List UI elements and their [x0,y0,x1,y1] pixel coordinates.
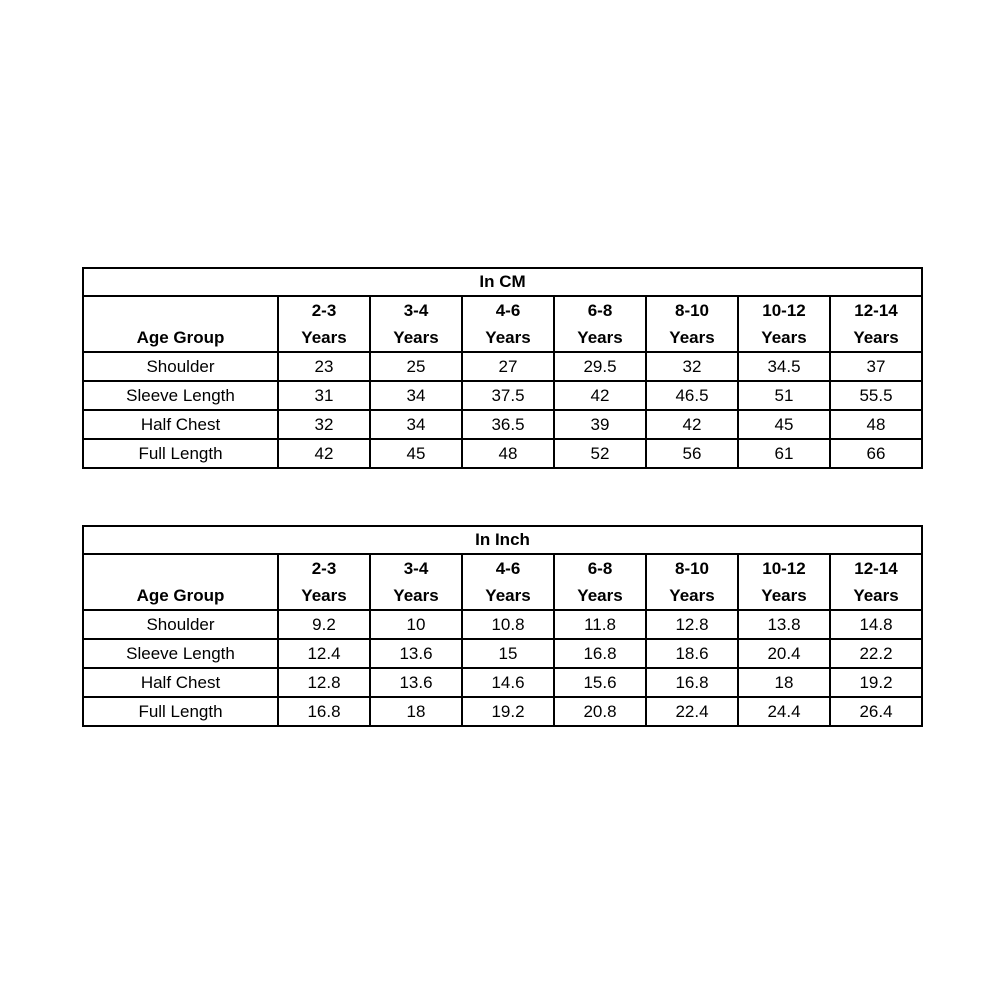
table-cell: 9.2 [278,610,370,639]
header-row [83,296,922,352]
table-cell: 15.6 [554,668,646,697]
column-unit: Years [761,586,807,605]
column-range: 12-14 [854,559,898,578]
table-cell: 22.4 [646,697,738,726]
column-header-6-8 [554,554,646,610]
table-cell: 19.2 [830,668,922,697]
table-row-full-length [83,697,922,726]
table-cell: 10 [370,610,462,639]
column-unit: Years [485,328,531,347]
column-unit: Years [577,328,623,347]
column-range: 2-3 [311,559,337,578]
column-header-12-14 [830,554,922,610]
table-cell: 48 [830,410,922,439]
row-label: Sleeve Length [83,381,278,410]
row-label: Full Length [83,697,278,726]
column-range: 10-12 [762,559,806,578]
table-cell: 34 [370,410,462,439]
table-cell: 31 [278,381,370,410]
table-cell: 12.8 [646,610,738,639]
table-cell: 26.4 [830,697,922,726]
column-header-6-8 [554,296,646,352]
table-cell: 32 [278,410,370,439]
column-range: 12-14 [854,301,898,320]
table-row-shoulder [83,610,922,639]
table-cell: 20.8 [554,697,646,726]
table-cell: 34.5 [738,352,830,381]
table-row-full-length [83,439,922,468]
column-header-12-14 [830,296,922,352]
table-cell: 24.4 [738,697,830,726]
table-row-shoulder [83,352,922,381]
table-cell: 16.8 [278,697,370,726]
table-title: In CM [83,268,922,296]
table-cell: 10.8 [462,610,554,639]
column-header-4-6 [462,296,554,352]
table-cell: 13.8 [738,610,830,639]
table-cell: 12.4 [278,639,370,668]
row-label: Half Chest [83,668,278,697]
table-row-half-chest [83,668,922,697]
table-cell: 55.5 [830,381,922,410]
column-header-3-4 [370,554,462,610]
table-cell: 39 [554,410,646,439]
table-cell: 52 [554,439,646,468]
table-cell: 51 [738,381,830,410]
column-range: 3-4 [403,301,429,320]
header-row [83,554,922,610]
row-label: Half Chest [83,410,278,439]
column-header-10-12 [738,554,830,610]
column-range: 6-8 [587,559,613,578]
column-range: 3-4 [403,559,429,578]
column-unit: Years [301,586,347,605]
table-cell: 13.6 [370,639,462,668]
row-label: Full Length [83,439,278,468]
table-cell: 16.8 [554,639,646,668]
table-row-half-chest [83,410,922,439]
table-cell: 23 [278,352,370,381]
column-range: 10-12 [762,301,806,320]
column-unit: Years [485,586,531,605]
table-cell: 36.5 [462,410,554,439]
column-range: 4-6 [495,559,521,578]
column-unit: Years [393,328,439,347]
column-header-4-6 [462,554,554,610]
column-range: 8-10 [674,559,710,578]
table-cell: 18.6 [646,639,738,668]
column-header-8-10 [646,296,738,352]
table-row-sleeve-length [83,381,922,410]
table-cell: 18 [738,668,830,697]
age-group-header: Age Group [83,296,278,352]
table-cell: 16.8 [646,668,738,697]
table-title-row [83,526,922,554]
size-chart-cm-table [82,267,923,469]
table-row-sleeve-length [83,639,922,668]
table-cell: 13.6 [370,668,462,697]
column-unit: Years [393,586,439,605]
size-chart-inch-table [82,525,923,727]
column-unit: Years [577,586,623,605]
table-cell: 48 [462,439,554,468]
table-cell: 25 [370,352,462,381]
table-cell: 22.2 [830,639,922,668]
column-range: 4-6 [495,301,521,320]
row-label: Sleeve Length [83,639,278,668]
table-cell: 14.6 [462,668,554,697]
table-cell: 56 [646,439,738,468]
table-cell: 18 [370,697,462,726]
column-unit: Years [853,328,899,347]
table-cell: 11.8 [554,610,646,639]
table-cell: 14.8 [830,610,922,639]
table-title: In Inch [83,526,922,554]
table-cell: 37 [830,352,922,381]
table-cell: 42 [554,381,646,410]
column-header-2-3 [278,554,370,610]
row-label: Shoulder [83,610,278,639]
column-range: 6-8 [587,301,613,320]
column-range: 2-3 [311,301,337,320]
table-cell: 61 [738,439,830,468]
column-unit: Years [853,586,899,605]
table-title-row [83,268,922,296]
column-header-2-3 [278,296,370,352]
table-cell: 42 [278,439,370,468]
age-group-header: Age Group [83,554,278,610]
column-range: 8-10 [674,301,710,320]
table-cell: 27 [462,352,554,381]
table-cell: 45 [370,439,462,468]
table-cell: 42 [646,410,738,439]
column-unit: Years [669,328,715,347]
table-cell: 46.5 [646,381,738,410]
table-cell: 34 [370,381,462,410]
table-cell: 29.5 [554,352,646,381]
table-cell: 15 [462,639,554,668]
table-cell: 19.2 [462,697,554,726]
column-header-8-10 [646,554,738,610]
table-cell: 66 [830,439,922,468]
row-label: Shoulder [83,352,278,381]
table-cell: 20.4 [738,639,830,668]
column-unit: Years [301,328,347,347]
column-header-3-4 [370,296,462,352]
table-cell: 45 [738,410,830,439]
table-cell: 37.5 [462,381,554,410]
table-cell: 32 [646,352,738,381]
column-header-10-12 [738,296,830,352]
column-unit: Years [669,586,715,605]
table-cell: 12.8 [278,668,370,697]
column-unit: Years [761,328,807,347]
